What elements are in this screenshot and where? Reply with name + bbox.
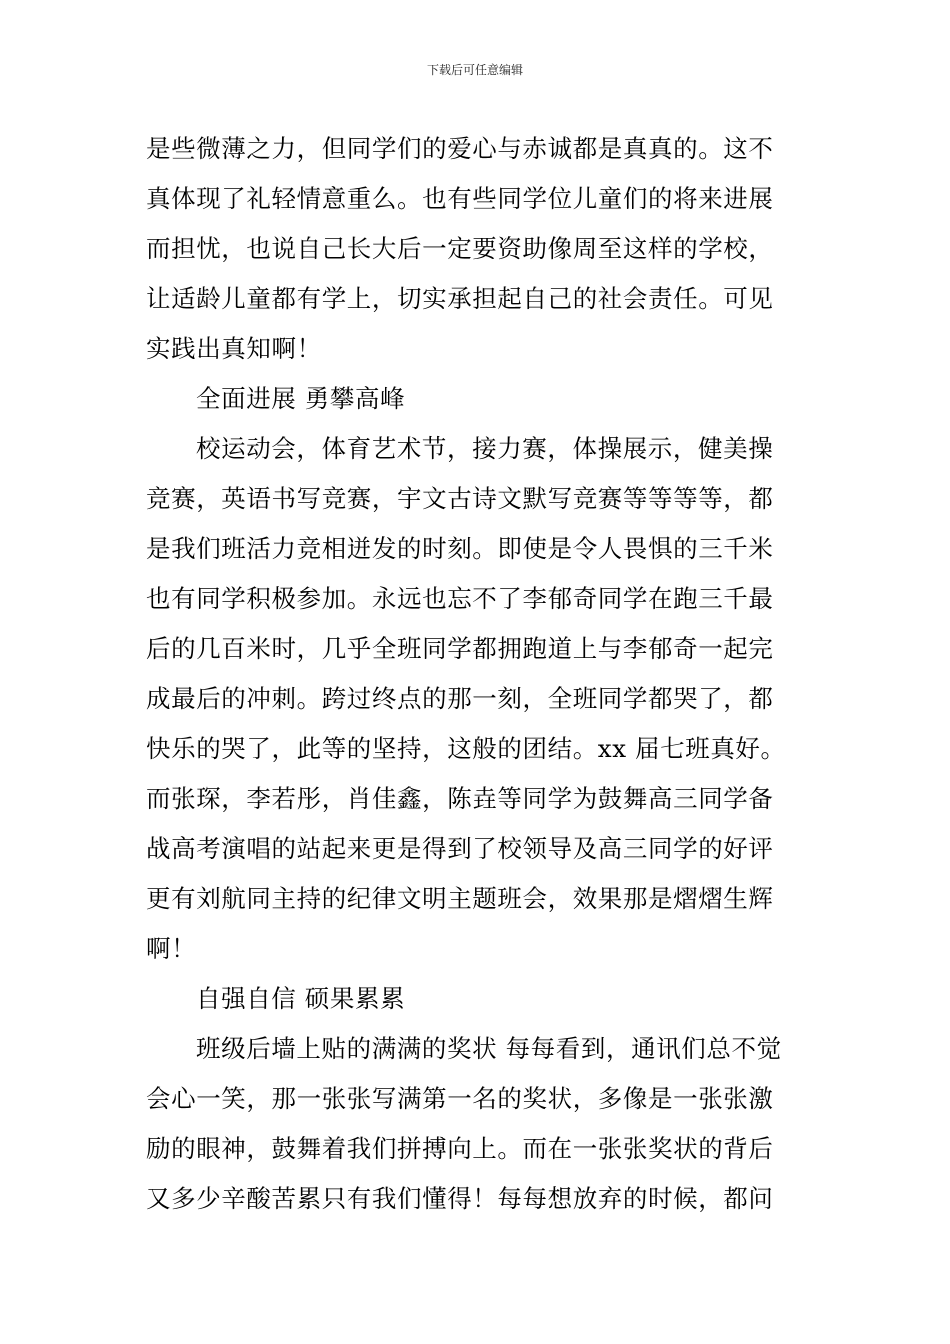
text-line: 又多少辛酸苦累只有我们懂得！每每想放弃的时候，都问 [146, 1184, 774, 1213]
text-line: 会心一笑，那一张张写满第一名的奖状，多像是一张张激 [146, 1084, 774, 1113]
text-line: 全面进展 勇攀高峰 [196, 384, 406, 413]
text-line: 也有同学积极参加。永远也忘不了李郁奇同学在跑三千最 [146, 584, 774, 613]
text-line: 战高考演唱的站起来更是得到了校领导及高三同学的好评 [146, 834, 774, 863]
text-line: 成最后的冲刺。跨过终点的那一刻，全班同学都哭了，都 [146, 684, 774, 713]
text-line: 让适龄儿童都有学上，切实承担起自己的社会责任。可见 [146, 284, 774, 313]
text-line: 是我们班活力竞相迸发的时刻。即使是令人畏惧的三千米 [146, 534, 774, 563]
text-line: 啊！ [146, 934, 197, 963]
text-line: 自强自信 硕果累累 [196, 984, 406, 1013]
text-line: 真体现了礼轻情意重么。也有些同学位儿童们的将来进展 [146, 184, 774, 213]
text-line: 而担忧，也说自己长大后一定要资助像周至这样的学校， [146, 234, 774, 263]
text-line: 校运动会，体育艺术节，接力赛，体操展示，健美操 [196, 434, 774, 463]
page-header: 下载后可任意编辑 [426, 63, 523, 77]
text-line: 后的几百米时，几乎全班同学都拥跑道上与李郁奇一起完 [146, 634, 774, 663]
text-line: 是些微薄之力，但同学们的爱心与赤诚都是真真的。这不 [146, 134, 774, 163]
text-line: 实践出真知啊！ [146, 334, 322, 363]
text-line: 更有刘航同主持的纪律文明主题班会，效果那是熠熠生辉 [146, 884, 774, 913]
text-line: 竞赛，英语书写竞赛，宇文古诗文默写竞赛等等等等，都 [146, 484, 774, 513]
text-line: 班级后墙上贴的满满的奖状 每每看到，通讯们总不觉 [196, 1034, 782, 1063]
text-line: 而张琛，李若彤，肖佳鑫，陈垚等同学为鼓舞高三同学备 [146, 784, 774, 813]
document-body [146, 124, 810, 1224]
text-line: 励的眼神，鼓舞着我们拼搏向上。而在一张张奖状的背后 [146, 1134, 774, 1163]
text-line: 快乐的哭了，此等的坚持，这般的团结。xx 届七班真好。 [146, 734, 786, 763]
